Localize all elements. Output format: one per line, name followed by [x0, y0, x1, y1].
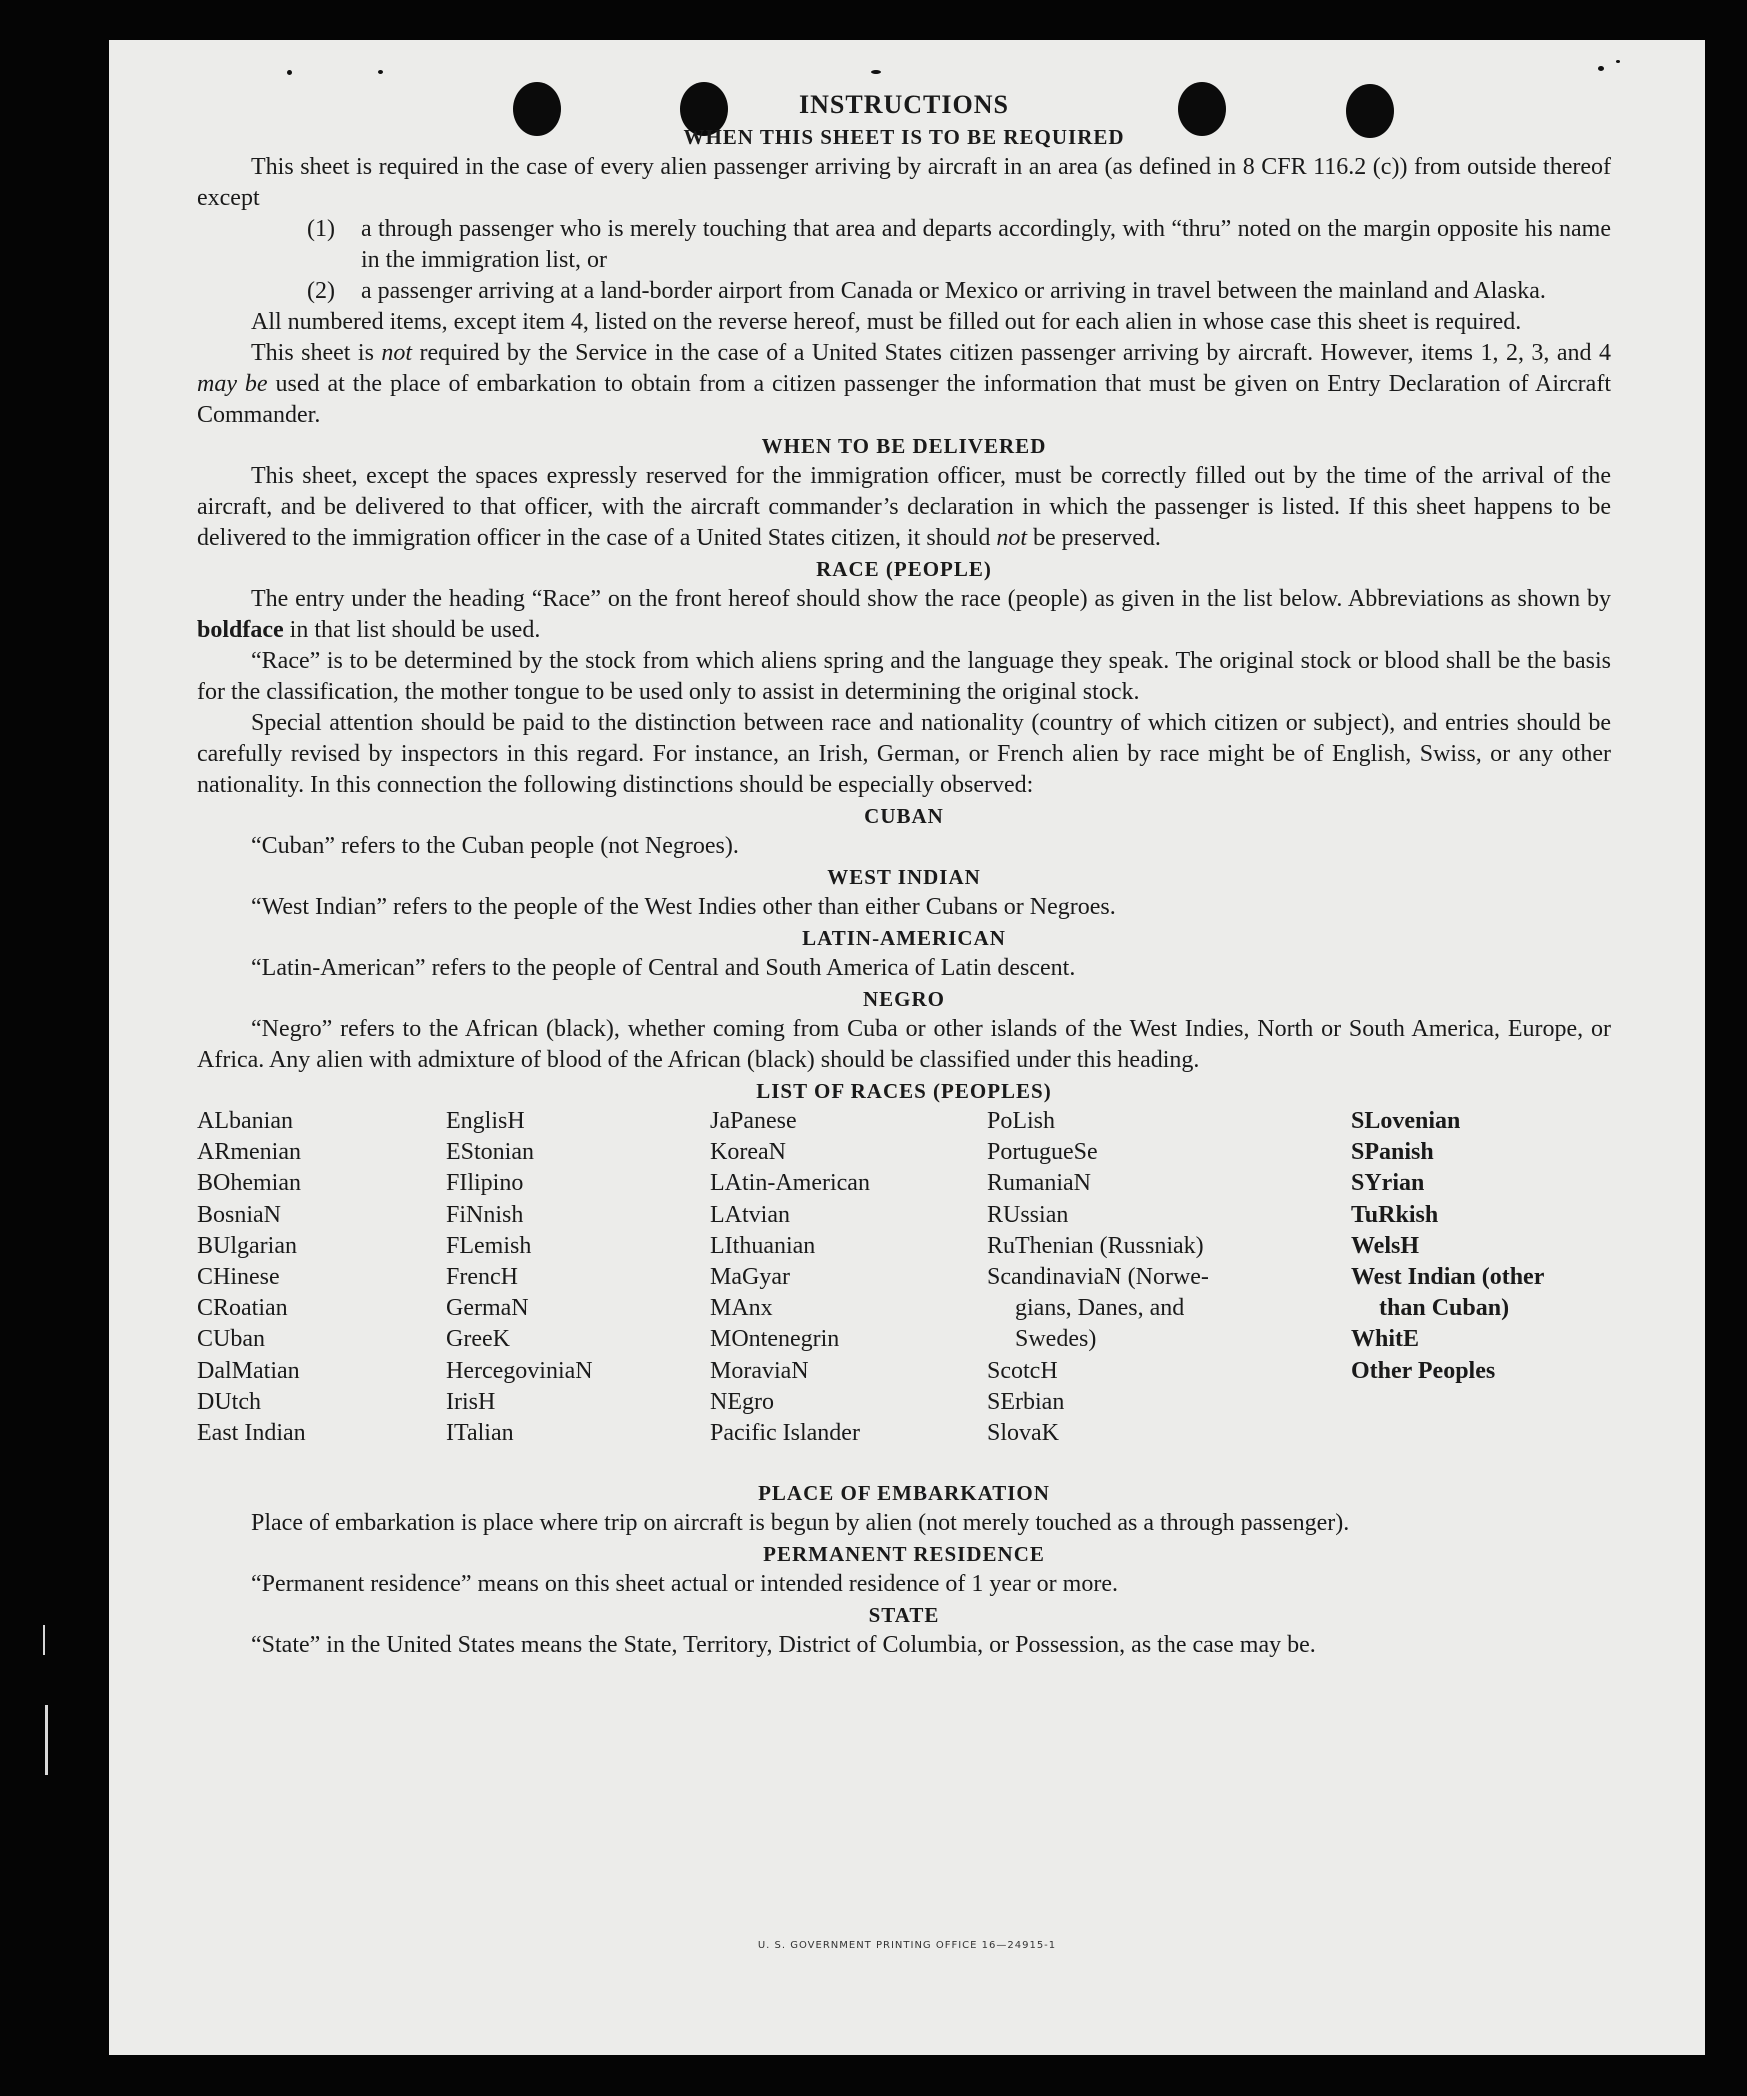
race-entry: WhitE: [1351, 1326, 1420, 1353]
race-entry: HercegoviniaN: [446, 1357, 593, 1384]
paragraph-state: “State” in the United States means the State, Territory, District of Columbia, or Possession, as the case may be.: [251, 1632, 1316, 1658]
race-entry: TuRkish: [1351, 1201, 1439, 1228]
definition-cuban: “Cuban” refers to the Cuban people (not Negroes).: [251, 833, 739, 859]
paragraph-embarkation: Place of embarkation is place where trip on aircraft is begun by alien (not merely touched as a through passenger).: [251, 1510, 1350, 1536]
definition-latin-american: “Latin-American” refers to the people of Central and South America of Latin descent.: [251, 955, 1076, 981]
list-item: [307, 214, 1611, 276]
item-text: a passenger arriving at a land-border airport from Canada or Mexico or arriving in travel between the mainland and Alaska.: [361, 278, 1546, 304]
scan-artifact: [43, 1625, 45, 1655]
race-entry: SErbian: [987, 1388, 1065, 1415]
race-entry: East Indian: [197, 1420, 306, 1447]
races-column-5: [1351, 1106, 1544, 1387]
race-entry: ScotcH: [987, 1357, 1058, 1384]
race-entry: BosniaN: [197, 1201, 281, 1228]
race-entry: Swedes): [1015, 1326, 1097, 1353]
race-entry: Pacific Islander: [710, 1420, 860, 1447]
printer-imprint: U. S. GOVERNMENT PRINTING OFFICE 16—24915-1: [757, 1940, 1057, 1951]
section-heading-embarkation: PLACE OF EMBARKATION: [758, 1481, 1050, 1505]
section-heading-delivered: WHEN TO BE DELIVERED: [761, 434, 1047, 458]
race-entry: ITalian: [446, 1420, 514, 1447]
ink-speck: [287, 70, 292, 75]
race-entry: LIthuanian: [710, 1232, 816, 1259]
race-entry: SLovenian: [1351, 1108, 1461, 1134]
race-entry: MaGyar: [710, 1264, 790, 1291]
ink-speck: [871, 70, 881, 74]
race-entry: CUban: [197, 1326, 265, 1353]
race-entry: gians, Danes, and: [1015, 1295, 1185, 1322]
race-entry: WelsH: [1351, 1232, 1420, 1259]
race-entry: LAtin-American: [710, 1170, 870, 1197]
race-entry: PortugueSe: [987, 1139, 1098, 1166]
race-entry: FIlipino: [446, 1170, 524, 1197]
section-heading-state: STATE: [868, 1603, 940, 1627]
document-page: [109, 40, 1705, 2055]
race-entry: FrencH: [446, 1264, 518, 1291]
race-entry: EStonian: [446, 1139, 534, 1166]
race-entry: MAnx: [710, 1295, 773, 1322]
paragraph-race-entry: The entry under the heading “Race” on the front hereof should show the race (people) as given in the list below. Abbreviations as shown by boldface in that list should be used.: [197, 586, 1611, 643]
instructions-body: [197, 88, 1611, 1661]
race-entry: Other Peoples: [1351, 1357, 1496, 1384]
ink-speck: [1598, 66, 1604, 71]
race-entry: JaPanese: [710, 1108, 797, 1134]
race-entry: RuThenian (Russniak): [987, 1232, 1204, 1259]
race-entry: BUlgarian: [197, 1232, 297, 1259]
race-entry: SlovaK: [987, 1420, 1059, 1447]
paragraph-numbered-items: All numbered items, except item 4, listed on the reverse hereof, must be filled out for each alien in whose case this sheet is required.: [251, 309, 1522, 335]
section-heading-cuban: CUBAN: [864, 804, 944, 828]
section-heading-race: RACE (PEOPLE): [816, 557, 992, 581]
page-title: INSTRUCTIONS: [799, 90, 1009, 119]
race-entry: RumaniaN: [987, 1170, 1091, 1197]
item-number: (1): [307, 216, 335, 242]
races-list: [197, 1106, 1611, 1478]
race-entry: ARmenian: [197, 1139, 301, 1166]
race-entry: GreeK: [446, 1326, 510, 1353]
race-entry: West Indian (other: [1351, 1264, 1545, 1291]
race-entry: KoreaN: [710, 1139, 786, 1166]
section-heading-west-indian: WEST INDIAN: [827, 865, 981, 889]
section-heading-races-list: LIST OF RACES (PEOPLES): [756, 1079, 1052, 1103]
list-item: [307, 276, 1611, 307]
race-entry: DalMatian: [197, 1357, 300, 1384]
race-entry: FLemish: [446, 1232, 532, 1259]
race-entry: SPanish: [1351, 1139, 1434, 1166]
paragraph-race-stock: “Race” is to be determined by the stock from which aliens spring and the language they speak. The original stock or blood shall be the basis for the classification, the mother tongue to be used only to assist in determining the original stock.: [197, 648, 1611, 705]
scan-artifact: [45, 1705, 48, 1775]
race-entry: GermaN: [446, 1295, 529, 1322]
paragraph-residence: “Permanent residence” means on this sheet actual or intended residence of 1 year or more.: [251, 1571, 1118, 1597]
race-entry: PoLish: [987, 1108, 1056, 1134]
section-heading-required: WHEN THIS SHEET IS TO BE REQUIRED: [683, 125, 1125, 149]
race-entry: LAtvian: [710, 1201, 790, 1228]
race-entry: NEgro: [710, 1388, 774, 1415]
paragraph-required-intro: This sheet is required in the case of every alien passenger arriving by aircraft in an area (as defined in 8 CFR 116.2 (c)) from outside thereof except: [197, 154, 1611, 211]
race-entry: FiNnish: [446, 1201, 524, 1228]
race-entry: DUtch: [197, 1388, 261, 1415]
section-heading-residence: PERMANENT RESIDENCE: [763, 1542, 1045, 1566]
ink-speck: [378, 70, 383, 74]
races-column-2: [446, 1106, 593, 1449]
race-entry: SYrian: [1351, 1170, 1425, 1197]
races-column-4: [987, 1106, 1209, 1449]
item-text: a through passenger who is merely touching that area and departs accordingly, with “thru” noted on the margin opposite his name in the immigration list, or: [361, 216, 1611, 273]
definition-west-indian: “West Indian” refers to the people of the West Indies other than either Cubans or Negroes.: [251, 894, 1116, 920]
races-column-3: [710, 1106, 870, 1449]
race-entry: than Cuban): [1379, 1295, 1510, 1322]
race-entry: ScandinaviaN (Norwe-: [987, 1264, 1209, 1291]
race-entry: MoraviaN: [710, 1357, 809, 1384]
races-column-1: [197, 1106, 306, 1449]
race-entry: RUssian: [987, 1201, 1069, 1228]
definition-negro: “Negro” refers to the African (black), whether coming from Cuba or other islands of the West Indies, North or South America, Europe, or Africa. Any alien with admixture of blood of the African (black) should be classified under this heading.: [197, 1016, 1611, 1073]
paragraph-race-nationality: Special attention should be paid to the distinction between race and nationality (country of which citizen or subject), and entries should be carefully revised by inspectors in this regard. For instance, an Irish, German, or French alien by race might be of English, Swiss, or any other nationality. In this connection the following distinctions should be especially observed:: [197, 710, 1611, 798]
race-entry: IrisH: [446, 1388, 496, 1415]
paragraph-delivered: This sheet, except the spaces expressly reserved for the immigration officer, must be correctly filled out by the time of the arrival of the aircraft, and be delivered to that officer, with the aircraft commander’s declaration in which the passenger is listed. If this sheet happens to be delivered to the immigration officer in the case of a United States citizen, it should not be preserved.: [197, 463, 1611, 551]
race-entry: EnglisH: [446, 1108, 525, 1134]
race-entry: BOhemian: [197, 1170, 301, 1197]
paragraph-citizen: This sheet is not required by the Service in the case of a United States citizen passenger arriving by aircraft. However, items 1, 2, 3, and 4 may be used at the place of embarkation to obtain from a citizen passenger the information that must be given on Entry Declaration of Aircraft Commander.: [197, 340, 1611, 428]
race-entry: CRoatian: [197, 1295, 288, 1322]
race-entry: CHinese: [197, 1264, 280, 1291]
ink-speck: [1616, 60, 1620, 63]
race-entry: ALbanian: [197, 1108, 293, 1134]
section-heading-latin-american: LATIN-AMERICAN: [802, 926, 1006, 950]
item-number: (2): [307, 278, 335, 304]
section-heading-negro: NEGRO: [862, 987, 945, 1011]
race-entry: MOntenegrin: [710, 1326, 840, 1353]
